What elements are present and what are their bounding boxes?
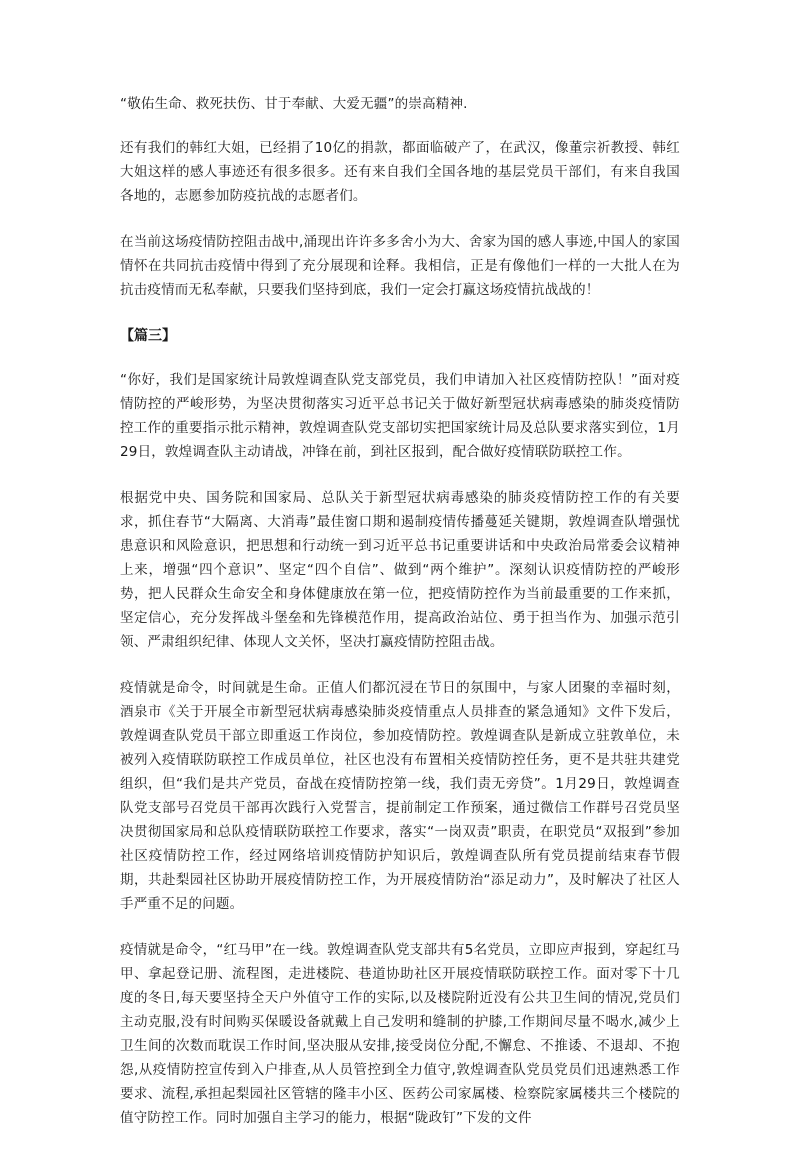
paragraph: “你好，我们是国家统计局敦煌调查队党支部党员，我们申请加入社区疫情防控队！”面对疫情防控的严峻形势，为坚决贯彻落实习近平总书记关于做好新型冠状病毒感染的肺炎疫情防控工作的重要指示批示精神，敦煌调查队党支部切实把国家统计局及总队要求落实到位，1月29日，敦煌调查队主动请战，冲锋在前，到社区报到，配合做好疫情联防联控工作。 (120, 372, 680, 460)
section-heading: 【篇三】 (120, 328, 176, 344)
document-page (120, 92, 680, 1152)
paragraph: 在当前这场疫情防控阻击战中,涌现出许许多多舍小为大、舍家为国的感人事迹,中国人的家国情怀在共同抗击疫情中得到了充分展现和诠释。我相信，正是有像他们一样的一大批人在为抗击疫情而无私奉献，只要我们坚持到底，我们一定会打赢这场疫情抗战战的！ (120, 234, 680, 298)
paragraph: 疫情就是命令，“红马甲”在一线。敦煌调查队党支部共有5名党员，立即应声报到，穿起红马甲、拿起登记册、流程图，走进楼院、巷道协助社区开展疫情联防联控工作。面对零下十几度的冬日,每天要坚持全天户外值守工作的实际,以及楼院附近没有公共卫生间的情况,党员们主动克服,没有时间购买保暖设备就戴上自己发明和缝制的护膝,工作期间尽量不喝水,减少上卫生间的次数而耽误工作时间,坚决服从安排,接受岗位分配,不懈怠、不推诿、不退却、不抱怨,从疫情防控宣传到入户排查,从人员管控到全力值守,敦煌调查队党员党员们迅速熟悉工作要求、流程,承担起梨园社区管辖的隆丰小区、医药公司家属楼、检察院家属楼共三个楼院的值守防控工作。同时加强自主学习的能力，根据“陇政钉”下发的文件 (120, 942, 680, 1126)
paragraph: 疫情就是命令，时间就是生命。正值人们都沉浸在节日的氛围中，与家人团聚的幸福时刻，酒泉市《关于开展全市新型冠状病毒感染肺炎疫情重点人员排查的紧急通知》文件下发后，敦煌调查队党员干部立即重返工作岗位，参加疫情防控。敦煌调查队是新成立驻敦单位，未被列入疫情联防联控工作成员单位，社区也没有布置相关疫情防控任务，更不是共驻共建党组织，但“我们是共产党员，奋战在疫情防控第一线，我们责无旁贷”。1月29日，敦煌调查队党支部号召党员干部再次践行入党誓言，提前制定工作预案，通过微信工作群号召党员坚决贯彻国家局和总队疫情联防联控工作要求，落实“一岗双责”职责，在职党员“双报到”参加社区疫情防控工作，经过网络培训疫情防护知识后，敦煌调查队所有党员提前结束春节假期，共赴梨园社区协助开展疫情防控工作，为开展疫情防治“添足动力”，及时解决了社区人手严重不足的问题。 (120, 680, 680, 912)
paragraph: 根据党中央、国务院和国家局、总队关于新型冠状病毒感染的肺炎疫情防控工作的有关要求，抓住春节“大隔离、大消毒”最佳窗口期和遏制疫情传播蔓延关键期，敦煌调查队增强忧患意识和风险意识，把思想和行动统一到习近平总书记重要讲话和中央政治局常委会议精神上来，增强“四个意识”、坚定“四个自信”、做到“两个维护”。深刻认识疫情防控的严峻形势，把人民群众生命安全和身体健康放在第一位，把疫情防控作为当前最重要的工作来抓，坚定信心，充分发挥战斗堡垒和先锋模范作用，提高政治站位、勇于担当作为、加强示范引领、严肃组织纪律、体现人文关怀，坚决打赢疫情防控阻击战。 (120, 490, 680, 650)
paragraph: “敬佑生命、救死扶伤、甘于奉献、大爱无疆”的崇高精神. (120, 96, 468, 112)
paragraph: 还有我们的韩红大姐，已经捐了10亿的捐款，都面临破产了，在武汉，像董宗祈教授、韩红大姐这样的感人事迹还有很多很多。还有来自我们全国各地的基层党员干部们，有来自我国各地的，志愿参加防疫抗战的志愿者们。 (120, 140, 680, 204)
